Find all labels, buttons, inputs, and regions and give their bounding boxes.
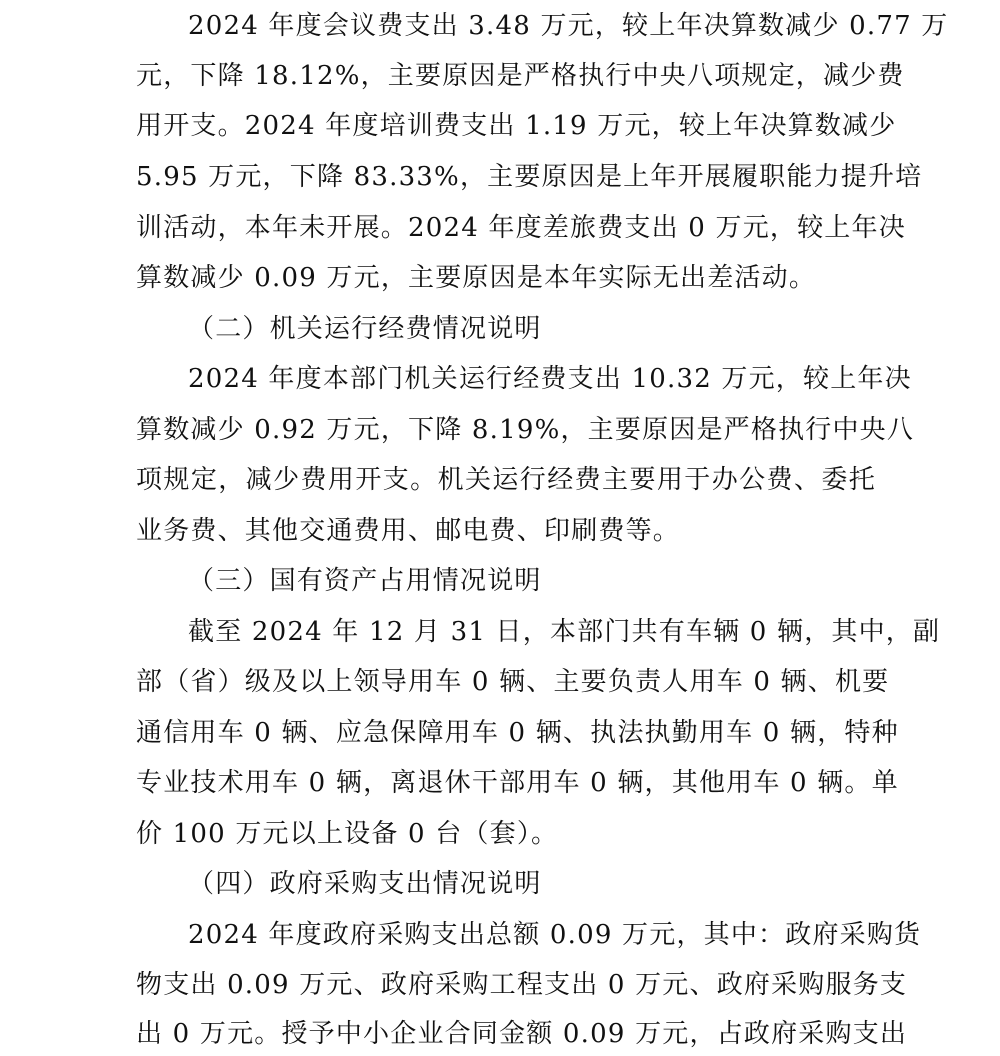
paragraph-line: 算数减少 0.09 万元，主要原因是本年实际无出差活动。 [136, 263, 817, 293]
paragraph-line: 元，下降 18.12%，主要原因是严格执行中央八项规定，减少费 [136, 61, 905, 91]
paragraph-line: 通信用车 0 辆、应急保障用车 0 辆、执法执勤用车 0 辆，特种 [136, 718, 899, 748]
paragraph-line: 训活动，本年未开展。2024 年度差旅费支出 0 万元，较上年决 [136, 213, 906, 243]
paragraph-line: 截至 2024 年 12 月 31 日，本部门共有车辆 0 辆，其中，副 [188, 617, 941, 647]
section-heading: （二）机关运行经费情况说明 [188, 314, 542, 344]
paragraph-line: 物支出 0.09 万元、政府采购工程支出 0 万元、政府采购服务支 [136, 970, 908, 1000]
paragraph-line: 2024 年度会议费支出 3.48 万元，较上年决算数减少 0.77 万 [188, 11, 949, 41]
paragraph-line: 专业技术用车 0 辆，离退休干部用车 0 辆，其他用车 0 辆。单 [136, 768, 899, 798]
paragraph-line: 用开支。2024 年度培训费支出 1.19 万元，较上年决算数减少 [136, 111, 897, 141]
paragraph-line: 算数减少 0.92 万元，下降 8.19%，主要原因是严格执行中央八 [136, 415, 915, 445]
paragraph-line: 部（省）级及以上领导用车 0 辆、主要负责人用车 0 辆、机要 [136, 667, 890, 697]
paragraph-line: 2024 年度政府采购支出总额 0.09 万元，其中：政府采购货 [188, 920, 922, 950]
paragraph-line: 5.95 万元，下降 83.33%，主要原因是上年开展履职能力提升培 [136, 162, 923, 192]
paragraph-line: 价 100 万元以上设备 0 台（套）。 [136, 819, 559, 849]
paragraph-line: 项规定，减少费用开支。机关运行经费主要用于办公费、委托 [136, 465, 876, 495]
paragraph-line: 2024 年度本部门机关运行经费支出 10.32 万元，较上年决 [188, 364, 912, 394]
paragraph-line: 出 0 万元。授予中小企业合同金额 0.09 万元，占政府采购支出 [136, 1019, 908, 1049]
paragraph-line: 业务费、其他交通费用、邮电费、印刷费等。 [136, 516, 681, 546]
section-heading: （四）政府采购支出情况说明 [188, 869, 542, 899]
section-heading: （三）国有资产占用情况说明 [188, 566, 542, 596]
